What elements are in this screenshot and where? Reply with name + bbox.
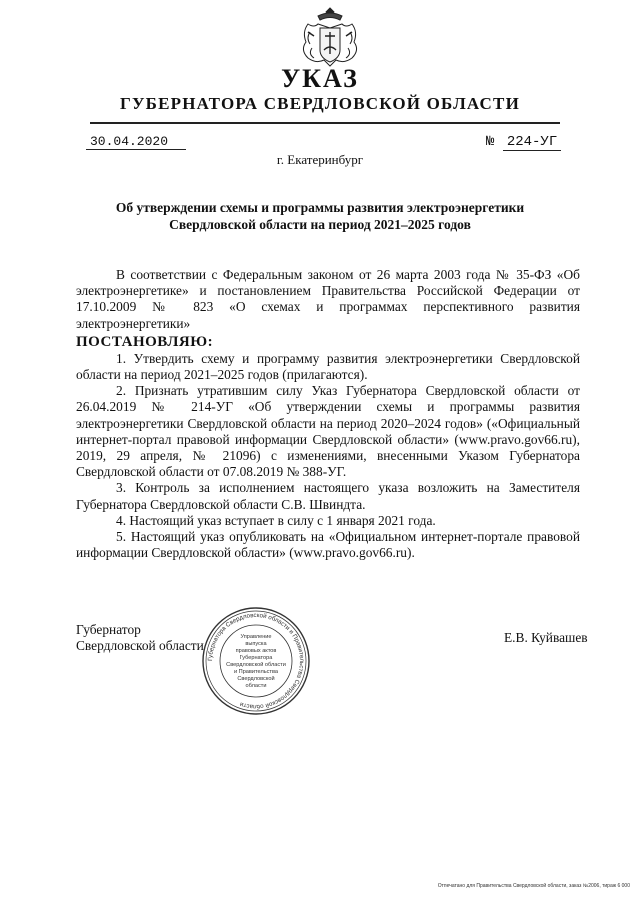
seal-line: Губернатора [239,655,273,661]
document-body [76,267,580,561]
seal-line: Управление [240,634,272,640]
signatory-position [76,622,204,654]
document-title [100,199,540,233]
decree-date: 30.04.2020 [86,134,186,150]
decree-city: г. Екатеринбург [276,152,364,167]
decree-number [486,134,572,150]
decree-word: ПОСТАНОВЛЯЮ: [76,333,214,350]
coat-of-arms-icon [296,6,364,70]
seal-line: выпуска [245,641,267,647]
document-title-line: Свердловской области на период 2021–2025 годов [169,217,471,232]
seal-line: Свердловской [237,676,275,682]
clause-3: 3. Контроль за исполнением настоящего указа возложить на Заместителя Губернатора Свердловской области С.В. Швиндта. [76,480,580,512]
header-divider [90,122,560,124]
official-seal-icon [200,605,312,717]
seal-line: правовых актов [235,648,277,654]
document-title-line: Об утверждении схемы и программы развития электроэнергетики [115,200,525,215]
signatory-name: Е.В. Куйвашев [504,630,588,645]
clause-2: 2. Признать утратившим силу Указ Губернатора Свердловской области от 26.04.2019 № 214-УГ «Об утверждении схемы и программы развития электроэнергетики Свердловской области на период 2020–2024 годов» («Официальный интернет-портал правовой информации Свердловской области» (www.pravo.gov66.ru), 2019, 29 апреля, № 21096) с изменениями, внесенными Указом Губернатора Свердловской области от 07.08.2019 № 388-УГ. [76,383,580,480]
signatory-position-line: Губернатор [76,622,141,637]
seal-line: Свердловской области [226,662,286,668]
clause-5: 5. Настоящий указ опубликовать на «Официальном интернет-портале правовой информации Свердловской области» (www.pravo.gov66.ru). [76,529,580,561]
number-value: 224-УГ [503,134,561,151]
signatory-position-line: Свердловской области [76,638,204,653]
print-note: Отпечатано для Правительства Свердловской области, заказ №2006, тираж 6 000 [437,883,630,889]
decree-title: УКАЗ [281,64,359,93]
seal-outer-text: Губернатора Свердловской области и Правительства Свердловской области [206,611,306,711]
seal-line: и Правительства [234,669,278,675]
seal-line: области [245,683,267,689]
number-sign: № [486,134,495,150]
preamble: В соответствии с Федеральным законом от 26 марта 2003 года № 35-ФЗ «Об электроэнергетике» и постановлением Правительства Российской Федерации от 17.10.2009 № 823 «О схемах и программах перспективного развития электроэнергетики» [76,267,580,331]
decree-issuer: ГУБЕРНАТОРА СВЕРДЛОВСКОЙ ОБЛАСТИ [119,94,521,113]
clause-4: 4. Настоящий указ вступает в силу с 1 января 2021 года. [116,512,436,528]
clause-1: 1. Утвердить схему и программу развития электроэнергетики Свердловской области на период 2021–2025 годов (прилагаются). [76,350,580,383]
